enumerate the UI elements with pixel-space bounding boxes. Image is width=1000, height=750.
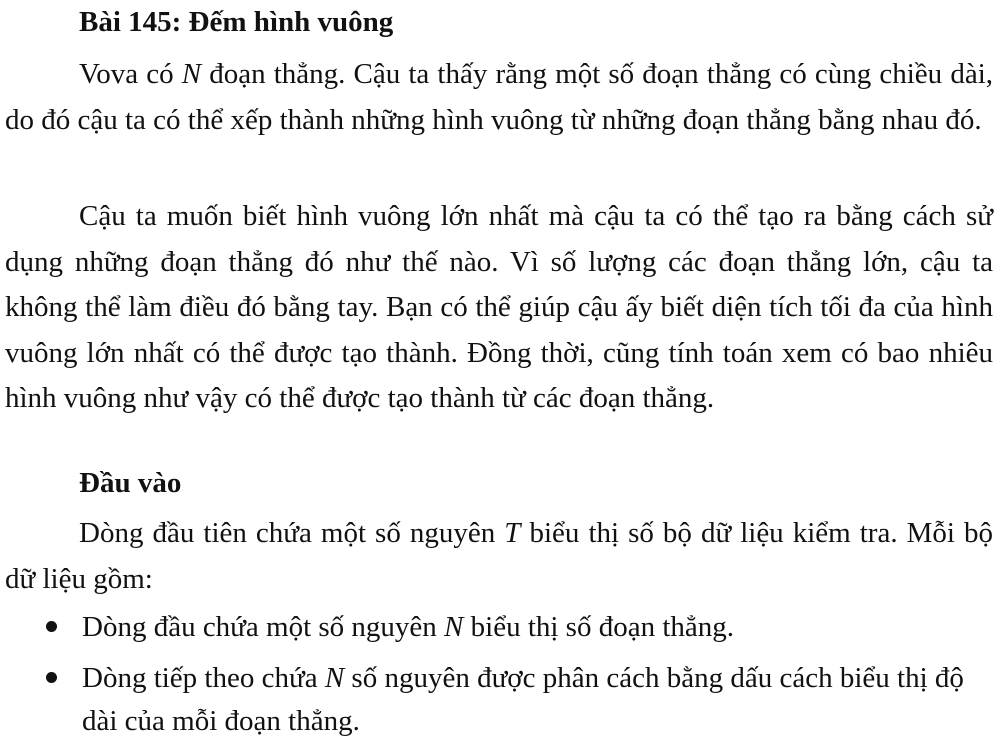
variable-n: N bbox=[444, 611, 464, 643]
text-run: biểu thị số bộ dữ liệu kiểm tra. Mỗi bộ dữ liệu gồm: bbox=[5, 517, 993, 595]
problem-title: Bài 145: Đếm hình vuông bbox=[79, 6, 394, 38]
text-run: số nguyên được phân cách bằng dấu cách biểu thị độ dài của mỗi đoạn thẳng. bbox=[82, 662, 964, 737]
variable-n: N bbox=[181, 58, 202, 90]
text-run: Dòng đầu tiên chứa một số nguyên bbox=[79, 517, 505, 549]
paragraph-task: Cậu ta muốn biết hình vuông lớn nhất mà cậu ta có thể tạo ra bằng cách sử dụng những đoạn thẳng đó như thế nào. Vì số lượng các đoạn thẳng lớn, cậu ta không thể làm điều đó bằng tay. Bạn có thể giúp cậu ấy biết diện tích tối đa của hình vuông lớn nhất có thể được tạo thành. Đồng thời, cũng tính toán xem có bao nhiêu hình vuông như vậy có thể được tạo thành từ các đoạn thẳng. bbox=[5, 200, 993, 414]
list-item bbox=[0, 606, 987, 649]
variable-n: N bbox=[324, 662, 345, 694]
text-run: biểu thị số đoạn thẳng. bbox=[463, 611, 735, 643]
text-run: Vova có bbox=[79, 58, 182, 90]
paragraph-intro bbox=[5, 52, 993, 143]
text-run: Dòng đầu chứa một số nguyên bbox=[82, 611, 445, 643]
variable-t: T bbox=[504, 517, 521, 549]
text-run: Dòng tiếp theo chứa bbox=[82, 662, 325, 694]
bullet-dot-icon bbox=[46, 672, 57, 683]
input-bullet-list bbox=[0, 606, 1000, 743]
paragraph-input bbox=[5, 511, 993, 602]
list-item bbox=[0, 657, 987, 743]
text-run: đoạn thẳng. Cậu ta thấy rằng một số đoạn thẳng có cùng chiều dài, do đó cậu ta có thể xếp thành những hình vuông từ những đoạn thẳng bằng nhau đó. bbox=[5, 58, 993, 136]
section-heading-input: Đầu vào bbox=[79, 467, 182, 499]
bullet-dot-icon bbox=[46, 621, 57, 632]
